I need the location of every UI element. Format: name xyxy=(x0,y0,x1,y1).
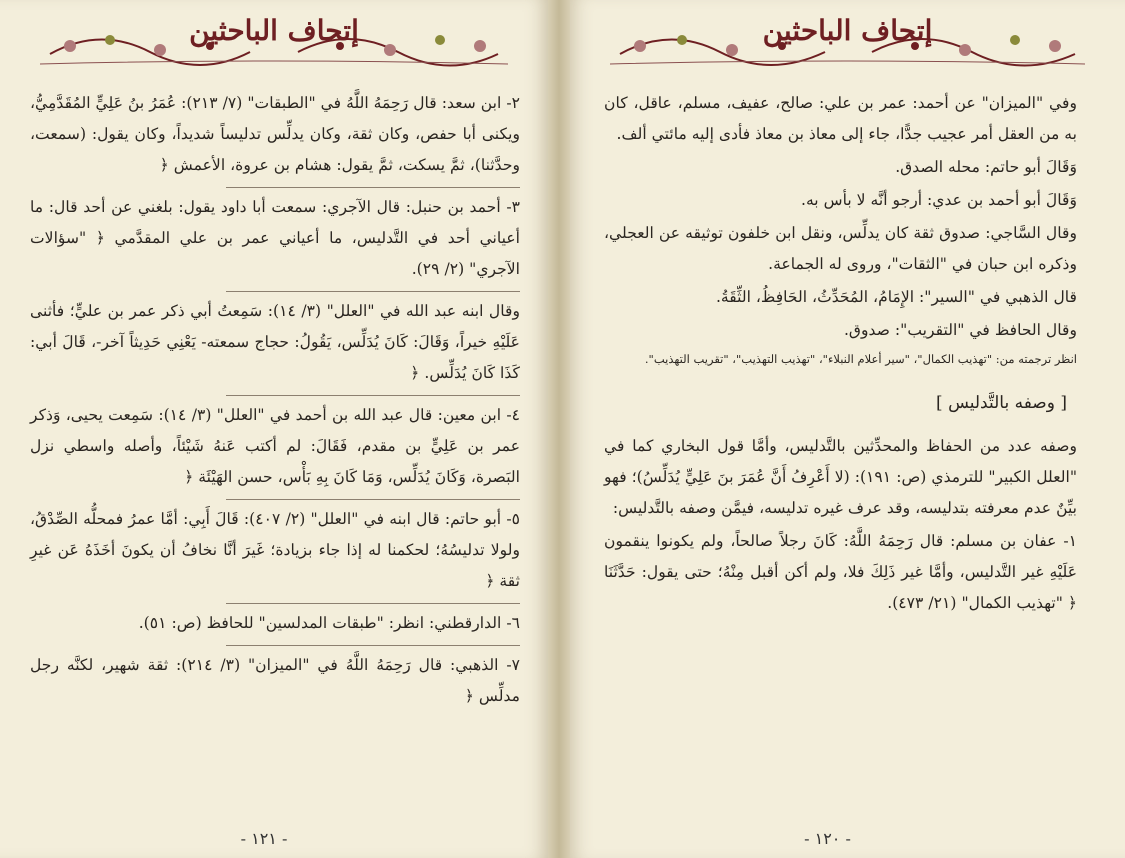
paragraph-ibn-main: ٤- ابن معين: قال عبد الله بن أحمد في "العلل" (٣/ ١٤): سَمِعت يحيى، وَذكر عمر بن عَلِيٍّ بن مقدم، فَقَالَ: لم أكتب عَنهُ شَيْئاً، وأصله واسطي نزل البَصرة، وَكَانَ يُدَلِّس، وَمَا كَانَ بِهِ بَأْس، حسن الهَيْئَة ﴿ xyxy=(30,406,520,486)
book-gutter xyxy=(548,0,570,858)
paragraph-ahmad-ibn-hanbal: ٣- أحمد بن حنبل: قال الآجري: سمعت أبا داود يقول: بلغني عن أحد قال: ما أعياني أحد في التَّدليس، ما أعياني عمر بن علي المقدَّمي ﴿ "سؤالات الآجري" (٢/ ٢٩). xyxy=(30,198,520,278)
paragraph-daraqutni: ٦- الدارقطني: انظر: "طبقات المدلسين" للحافظ (ص: ٥١). xyxy=(138,614,520,632)
divider xyxy=(226,645,520,646)
divider xyxy=(226,291,520,292)
left-page-header xyxy=(40,6,508,76)
divider xyxy=(226,499,520,500)
paragraph-section-intro: وصفه عدد من الحفاظ والمحدِّثين بالتَّدليس، وأمَّا قول البخاري كما في "العلل الكبير" للترمذي (ص: ١٩١): (لا أَعْرِفُ أَنَّ عُمَرَ بنَ عَلِيٍّ يُدَلِّسُ)؛ فهو بيِّنٌ عدم معرفته بتدليسه، وقد عرف غيره تدليسه، فيمَّن وصفه بالتَّدليس: xyxy=(604,437,1077,517)
right-page xyxy=(570,0,1125,858)
divider xyxy=(226,187,520,188)
right-page-body xyxy=(604,88,1077,621)
paragraph-dhahabi-siyar: قال الذهبي في "السير": الإِمَامُ، المُحَدِّثُ، الحَافِظُ، الثِّقَةُ. xyxy=(715,288,1077,306)
divider xyxy=(226,603,520,604)
paragraph-hafiz-taqrib: وقال الحافظ في "التقريب": صدوق. xyxy=(843,321,1077,339)
paragraph-dhahabi: ٧- الذهبي: قال رَحِمَهُ اللَّهُ في "الميزان" (٣/ ٢١٤): ثقة شهير، لكنَّه رجل مدلِّس ﴿ xyxy=(30,656,520,705)
paragraph-saji: وقال السَّاجي: صدوق ثقة كان يدلِّس، ونقل ابن خلفون توثيقه عن العجلي، وذكره ابن حبان في "الثقات"، وروى له الجماعة. xyxy=(604,224,1077,273)
paragraph-affan: ١- عفان بن مسلم: قال رَحِمَهُ اللَّهُ: كَانَ رجلاً صالحاً، ولم يكونوا ينقمون عَلَيْهِ غير التَّدليس، وأمَّا غير ذَلِكَ فلا، ولم أكن أقبل مِنْهُ؛ حتى يقول: حَدَّثَنَا ﴿ "تهذيب الكمال" (٢١/ ٤٧٣). xyxy=(604,532,1077,612)
paragraph-mizan-ahmad: وفي "الميزان" عن أحمد: عمر بن علي: صالح، عفيف، مسلم، عاقل، كان به من العقل أمر عجيب جدًّا، جاء إلى معاذ بن معاذ فأدى إليه مائتي ألف. xyxy=(604,94,1077,143)
running-title: إتحاف الباحثين xyxy=(189,14,359,47)
section-heading: [ وصفه بالتَّدليس ] xyxy=(936,393,1067,413)
right-page-header xyxy=(610,6,1085,76)
paragraph-ibn-adi: وَقَالَ أبو أحمد بن عدي: أرجو أنَّه لا بأس به. xyxy=(800,191,1077,209)
page-number: - ١٢٠ - xyxy=(804,829,851,848)
left-page xyxy=(0,0,548,858)
footnote: انظر ترجمته من: "تهذيب الكمال"، "سير أعلام النبلاء"، "تهذيب التهذيب"، "تقريب التهذيب". xyxy=(644,352,1077,366)
paragraph-ibn-saad: ٢- ابن سعد: قال رَحِمَهُ اللَّهُ في "الطبقات" (٧/ ٢١٣): عُمَرُ بنُ عَلِيٍّ المُقَدَّمِيُّ، ويكنى أبا حفص، وكان ثقة، وكان يدلِّس تدليساً شديداً، وكان يقول: (سمعت، وحدَّثنا)، ثمَّ يسكت، ثمَّ يقول: هشام بن عروة، الأعمش ﴿ xyxy=(30,94,520,174)
divider xyxy=(226,395,520,396)
running-title: إتحاف الباحثين xyxy=(762,14,933,47)
paragraph-abu-hatim: ٥- أبو حاتم: قال ابنه في "العلل" (٢/ ٤٠٧): قَالَ أَبِي: أمَّا عمرُ فمحلُّه الصِّدْقُ، ولولا تدليسُهُ؛ لحكمنا له إذا جاء بزيادة؛ غَيرَ أنَّا نخافُ أن يكونَ أخَذَهُ عَن غيرِ ثقة ﴿ xyxy=(30,510,520,590)
paragraph-abu-hatim: وَقَالَ أبو حاتم: محله الصدق. xyxy=(895,158,1077,176)
page-number: - ١٢١ - xyxy=(240,829,288,848)
left-page-body xyxy=(30,88,520,714)
paragraph-abdullah-ilal: وقال ابنه عبد الله في "العلل" (٣/ ١٤): سَمِعتُ أبي ذكر عمر بن عليٍّ؛ فأثنى عَلَيْهِ خيراً، وَقَالَ: كَانَ يُدَلِّس، يَقُولُ: حجاج سمعته- يَعْنِي حَدِيثاً آخر-، قَالَ أبي: كَذَا كَانَ يُدَلِّس. ﴿ xyxy=(30,302,520,382)
